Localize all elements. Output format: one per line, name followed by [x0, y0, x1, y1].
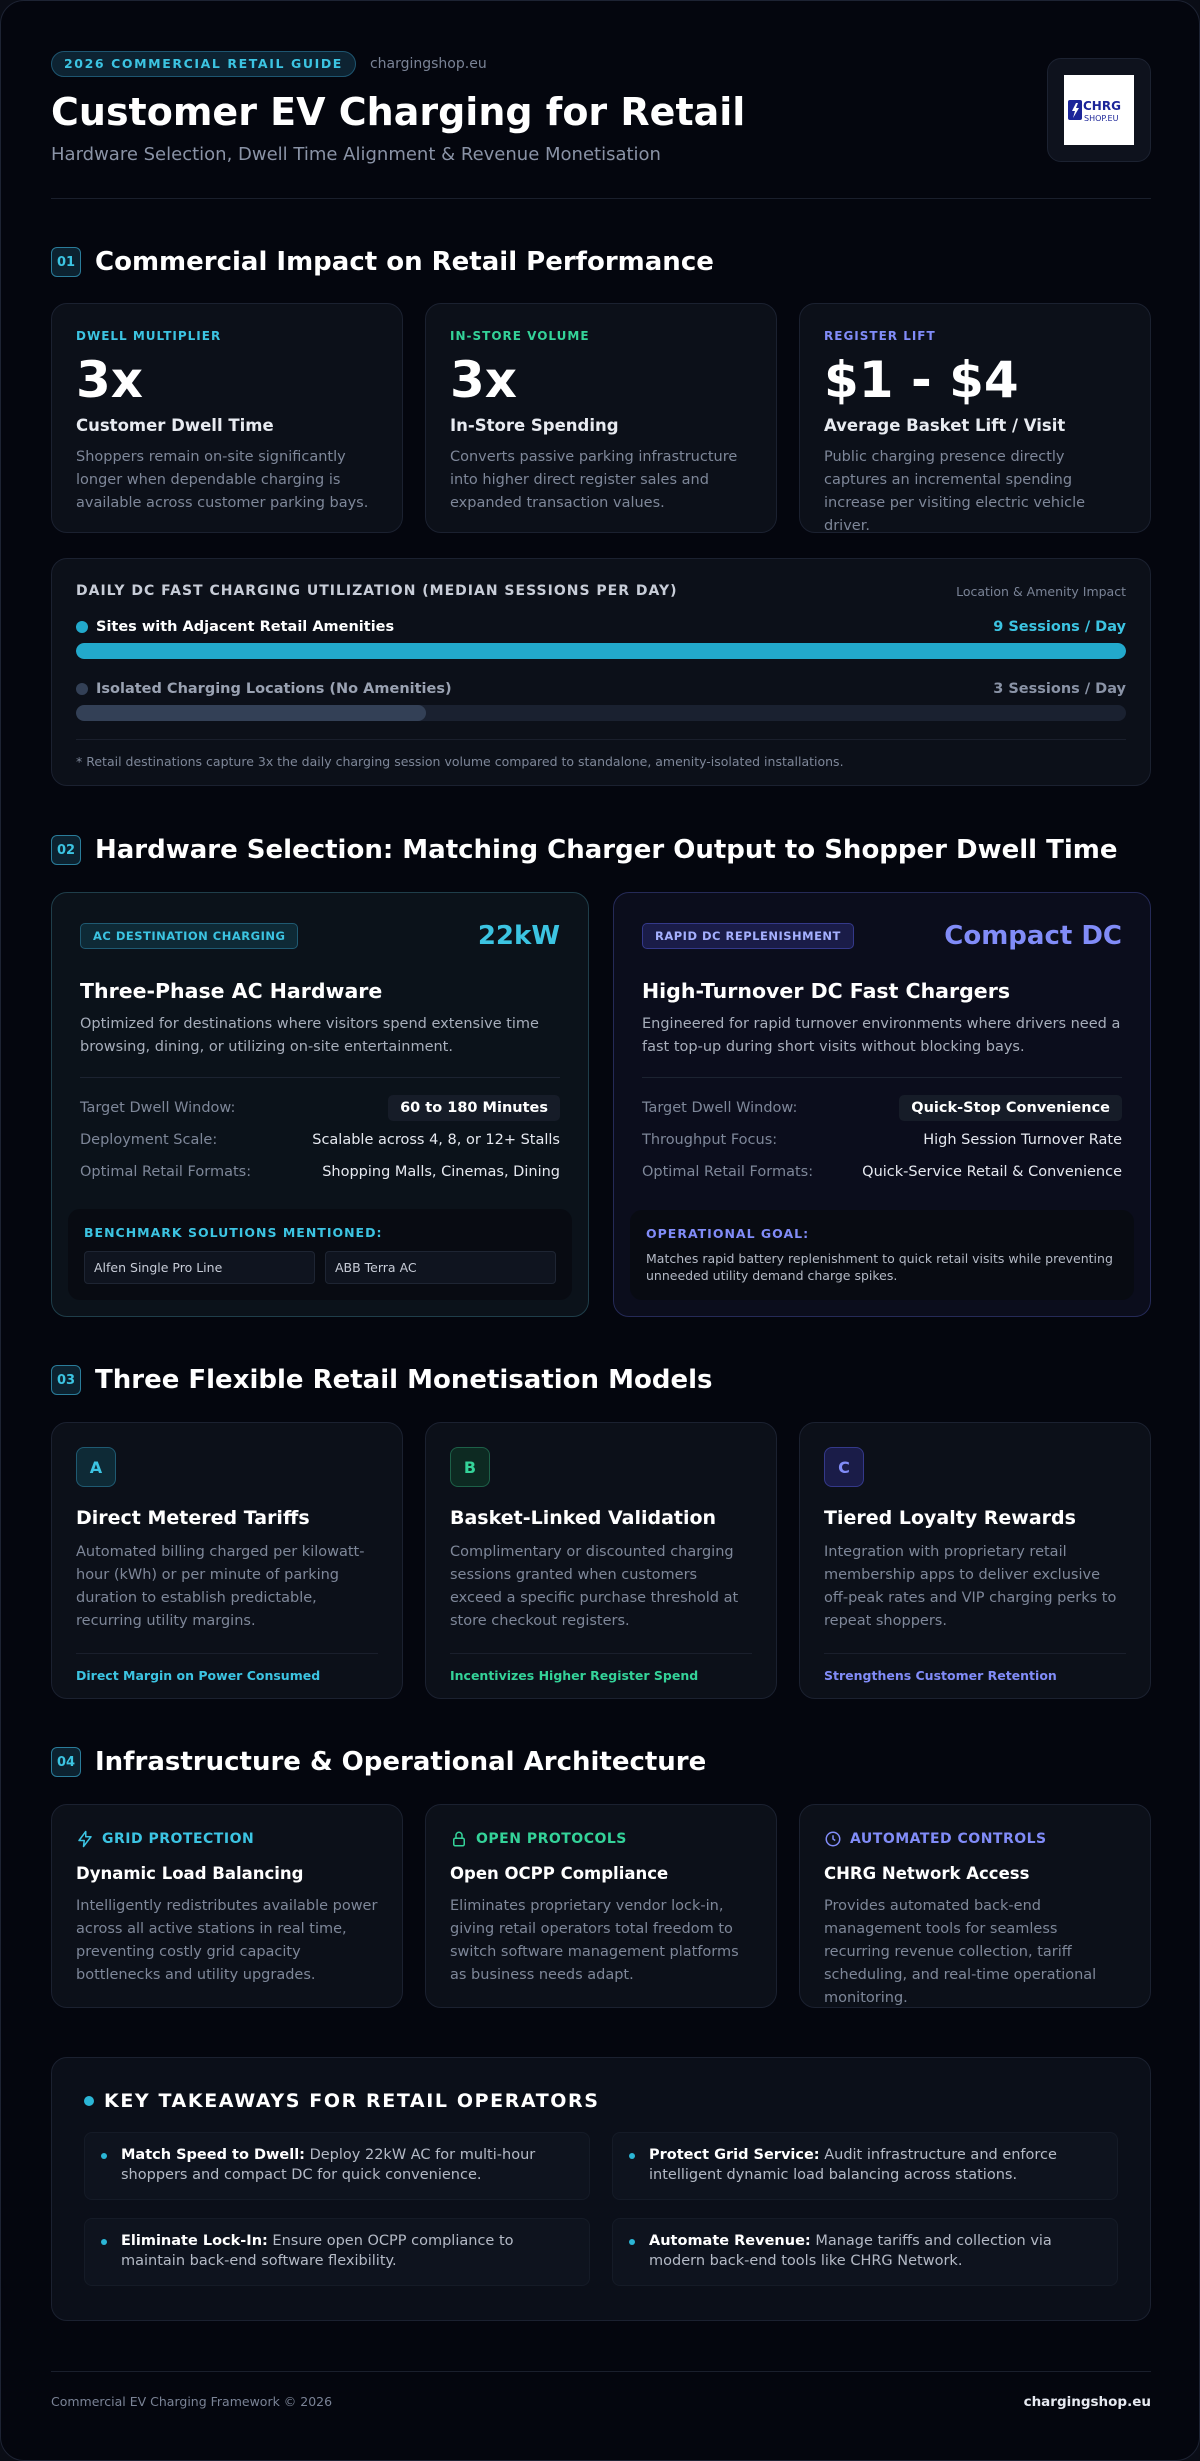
bullet-dot-icon: [84, 2096, 94, 2106]
stat-label: Customer Dwell Time: [76, 416, 274, 435]
utilization-row-isolated: [76, 681, 1126, 697]
spec-key: Deployment Scale:: [80, 1132, 218, 1148]
stat-description: Public charging presence directly captures an incremental spending increase per visiting electric vehicle driver.: [824, 449, 1086, 534]
spec-row: [80, 1124, 560, 1156]
utilization-title: DAILY DC FAST CHARGING UTILIZATION (MEDIAN SESSIONS PER DAY): [76, 583, 678, 599]
footer-copyright: Commercial EV Charging Framework © 2026: [51, 2394, 333, 2409]
utilization-label-wrap: [76, 681, 452, 697]
infra-title: CHRG Network Access: [824, 1864, 1030, 1883]
model-card-basket-linked: [425, 1422, 777, 1699]
infra-card-network-access: [799, 1804, 1151, 2008]
model-title: Tiered Loyalty Rewards: [824, 1507, 1076, 1529]
benchmark-item: Alfen Single Pro Line: [84, 1251, 315, 1284]
brand-logo: [1064, 75, 1134, 145]
stat-kicker: DWELL MULTIPLIER: [76, 329, 222, 343]
infra-description: Intelligently redistributes available power across all active stations in real time, preventing costly grid capacity bottlenecks and utility upgrades.: [76, 1898, 378, 1983]
site-url[interactable]: chargingshop.eu: [369, 56, 487, 72]
benchmark-title: BENCHMARK SOLUTIONS MENTIONED:: [84, 1225, 383, 1240]
hardware-tag: RAPID DC REPLENISHMENT: [642, 923, 854, 949]
spec-key: Optimal Retail Formats:: [80, 1164, 252, 1180]
hardware-card-top: [642, 921, 1122, 951]
hardware-card-dc: [613, 892, 1151, 1317]
stat-label: In-Store Spending: [450, 416, 619, 435]
spec-key: Target Dwell Window:: [642, 1100, 798, 1116]
model-description: Integration with proprietary retail membership apps to deliver exclusive off-peak rates and VIP charging perks to repeat shoppers.: [824, 1544, 1117, 1629]
infra-card-ocpp: [425, 1804, 777, 2008]
guide-badge: 2026 COMMERCIAL RETAIL GUIDE: [51, 51, 356, 77]
page-title: Customer EV Charging for Retail: [51, 90, 746, 134]
utilization-row-retail: [76, 619, 1126, 635]
infra-kicker-label: GRID PROTECTION: [102, 1831, 255, 1847]
hardware-description: Optimized for destinations where visitors spend extensive time browsing, dining, or utilizing on-site entertainment.: [80, 1016, 539, 1055]
section-title: Infrastructure & Operational Architecture: [95, 1747, 707, 1777]
stat-description: Converts passive parking infrastructure into higher direct register sales and expanded transaction values.: [450, 449, 738, 511]
infra-kicker: [450, 1829, 752, 1849]
model-benefit: Direct Margin on Power Consumed: [76, 1653, 378, 1683]
infra-card-load-balancing: [51, 1804, 403, 2008]
utilization-label: Sites with Adjacent Retail Amenities: [96, 619, 395, 635]
takeaway-text: Deploy 22kW AC for multi-hour shoppers and compact DC for quick convenience.: [121, 2147, 536, 2183]
spec-value: Shopping Malls, Cinemas, Dining: [322, 1164, 560, 1180]
takeaway-text: Audit infrastructure and enforce intelligent dynamic load balancing across stations.: [649, 2147, 1057, 2183]
hardware-title: High-Turnover DC Fast Chargers: [642, 979, 1011, 1003]
spec-value: Quick-Service Retail & Convenience: [862, 1164, 1122, 1180]
stat-label: Average Basket Lift / Visit: [824, 416, 1066, 435]
spec-row: [80, 1092, 560, 1124]
legend-dot: [76, 683, 88, 695]
stat-value: 3x: [450, 351, 518, 409]
model-benefit: Strengthens Customer Retention: [824, 1653, 1126, 1683]
spec-value: Quick-Stop Convenience: [899, 1095, 1122, 1121]
takeaways-heading: [84, 2090, 1118, 2112]
operational-goal-box: [630, 1210, 1134, 1300]
takeaway-item: [612, 2218, 1118, 2286]
infra-kicker: [76, 1829, 378, 1849]
section-number: 04: [51, 1747, 81, 1777]
infra-description: Eliminates proprietary vendor lock-in, giving retail operators total freedom to switch software management platforms as business needs adapt.: [450, 1898, 739, 1983]
logo-container: [1047, 58, 1151, 162]
section-1-heading: [51, 247, 714, 277]
section-number: 03: [51, 1365, 81, 1395]
spec-key: Throughput Focus:: [642, 1132, 778, 1148]
infra-title: Open OCPP Compliance: [450, 1864, 669, 1883]
operational-goal-text: Matches rapid battery replenishment to quick retail visits while preventing unneeded utility demand charge spikes.: [646, 1251, 1113, 1283]
utilization-bar-retail: [76, 643, 1126, 659]
utilization-label-wrap: [76, 619, 394, 635]
takeaway-item: [612, 2132, 1118, 2200]
hardware-title: Three-Phase AC Hardware: [80, 979, 383, 1003]
benchmark-box: [68, 1209, 572, 1300]
section-2-heading: [51, 835, 1118, 865]
logo-text-top: CHRG: [1083, 99, 1121, 113]
model-card-loyalty: [799, 1422, 1151, 1699]
utilization-header: [76, 583, 1126, 599]
spec-value: 60 to 180 Minutes: [388, 1095, 560, 1121]
legend-dot: [76, 621, 88, 633]
spec-key: Target Dwell Window:: [80, 1100, 236, 1116]
infra-title: Dynamic Load Balancing: [76, 1864, 304, 1883]
stat-kicker: REGISTER LIFT: [824, 329, 936, 343]
hardware-output: 22kW: [477, 921, 560, 951]
utilization-bar-isolated: [76, 705, 426, 721]
model-title: Basket-Linked Validation: [450, 1507, 717, 1529]
model-title: Direct Metered Tariffs: [76, 1507, 310, 1529]
utilization-track: [76, 705, 1126, 721]
section-number: 01: [51, 247, 81, 277]
badge-row: [51, 51, 1151, 77]
section-4-heading: [51, 1747, 706, 1777]
hardware-specs: [80, 1077, 560, 1188]
takeaways-title: KEY TAKEAWAYS FOR RETAIL OPERATORS: [104, 2090, 600, 2112]
hardware-output: Compact DC: [944, 921, 1122, 951]
spec-key: Optimal Retail Formats:: [642, 1164, 814, 1180]
hardware-card-top: [80, 921, 560, 951]
takeaway-lead: Match Speed to Dwell:: [121, 2147, 305, 2163]
infra-description: Provides automated back-end management tools for seamless recurring revenue collection, tariff scheduling, and real-time operational monitoring.: [824, 1898, 1097, 2006]
hardware-card-ac: [51, 892, 589, 1317]
logo-text-bottom: SHOP.EU: [1084, 114, 1119, 123]
utilization-label: Isolated Charging Locations (No Amenities): [96, 681, 452, 697]
model-letter: C: [824, 1447, 864, 1487]
clock-icon: [824, 1830, 842, 1848]
section-number: 02: [51, 835, 81, 865]
infra-kicker: [824, 1829, 1126, 1849]
takeaway-text: Ensure open OCPP compliance to maintain back-end software flexibility.: [121, 2233, 514, 2269]
takeaways-grid: [84, 2132, 1118, 2286]
infra-kicker-label: OPEN PROTOCOLS: [476, 1831, 627, 1847]
utilization-value: 3 Sessions / Day: [993, 681, 1126, 697]
hardware-specs: [642, 1077, 1122, 1188]
operational-goal-title: OPERATIONAL GOAL:: [646, 1226, 810, 1241]
benchmark-item: ABB Terra AC: [325, 1251, 556, 1284]
utilization-value: 9 Sessions / Day: [993, 619, 1126, 635]
takeaways-card: [51, 2057, 1151, 2321]
section-3-heading: [51, 1365, 712, 1395]
utilization-note: Location & Amenity Impact: [956, 583, 1126, 599]
hardware-description: Engineered for rapid turnover environments where drivers need a fast top-up during short visits without blocking bays.: [642, 1016, 1121, 1055]
utilization-track: [76, 643, 1126, 659]
utilization-footnote: * Retail destinations capture 3x the daily charging session volume compared to standalone, amenity-isolated installations.: [76, 739, 1126, 769]
spec-row: [80, 1156, 560, 1188]
takeaway-lead: Protect Grid Service:: [649, 2147, 820, 2163]
model-description: Automated billing charged per kilowatt-hour (kWh) or per minute of parking duration to establish predictable, recurring utility margins.: [76, 1544, 365, 1629]
spec-row: [642, 1124, 1122, 1156]
section-title: Hardware Selection: Matching Charger Output to Shopper Dwell Time: [95, 835, 1118, 865]
stat-card-basket-lift: [799, 303, 1151, 533]
spec-row: [642, 1092, 1122, 1124]
benchmark-list: [84, 1251, 556, 1284]
stat-value: $1 - $4: [824, 351, 1019, 409]
takeaway-lead: Automate Revenue:: [649, 2233, 811, 2249]
bolt-icon: [76, 1830, 94, 1848]
spec-value: High Session Turnover Rate: [923, 1132, 1122, 1148]
header: [51, 51, 1151, 199]
footer-site-link[interactable]: chargingshop.eu: [1023, 2393, 1151, 2410]
stat-value: 3x: [76, 351, 144, 409]
model-letter: B: [450, 1447, 490, 1487]
footer: [51, 2371, 1151, 2431]
chrg-logo-icon: [1067, 90, 1131, 130]
takeaway-text: Manage tariffs and collection via modern back-end tools like CHRG Network.: [649, 2233, 1052, 2269]
spec-row: [642, 1156, 1122, 1188]
stat-description: Shoppers remain on-site significantly longer when dependable charging is available across customer parking bays.: [76, 449, 369, 511]
hardware-tag: AC DESTINATION CHARGING: [80, 923, 298, 949]
takeaway-lead: Eliminate Lock-In:: [121, 2233, 268, 2249]
infra-kicker-label: AUTOMATED CONTROLS: [850, 1831, 1047, 1847]
model-letter: A: [76, 1447, 116, 1487]
utilization-card: [51, 558, 1151, 786]
stat-kicker: IN-STORE VOLUME: [450, 329, 590, 343]
takeaway-item: [84, 2132, 590, 2200]
model-benefit: Incentivizes Higher Register Spend: [450, 1653, 752, 1683]
page-subtitle: Hardware Selection, Dwell Time Alignment & Revenue Monetisation: [51, 144, 661, 165]
stat-card-spending: [425, 303, 777, 533]
takeaway-item: [84, 2218, 590, 2286]
model-description: Complimentary or discounted charging sessions granted when customers exceed a specific purchase threshold at store checkout registers.: [450, 1544, 739, 1629]
section-title: Commercial Impact on Retail Performance: [95, 247, 714, 277]
section-title: Three Flexible Retail Monetisation Models: [95, 1365, 713, 1395]
lock-icon: [450, 1830, 468, 1848]
model-card-direct-metered: [51, 1422, 403, 1699]
stat-card-dwell: [51, 303, 403, 533]
spec-value: Scalable across 4, 8, or 12+ Stalls: [312, 1132, 560, 1148]
